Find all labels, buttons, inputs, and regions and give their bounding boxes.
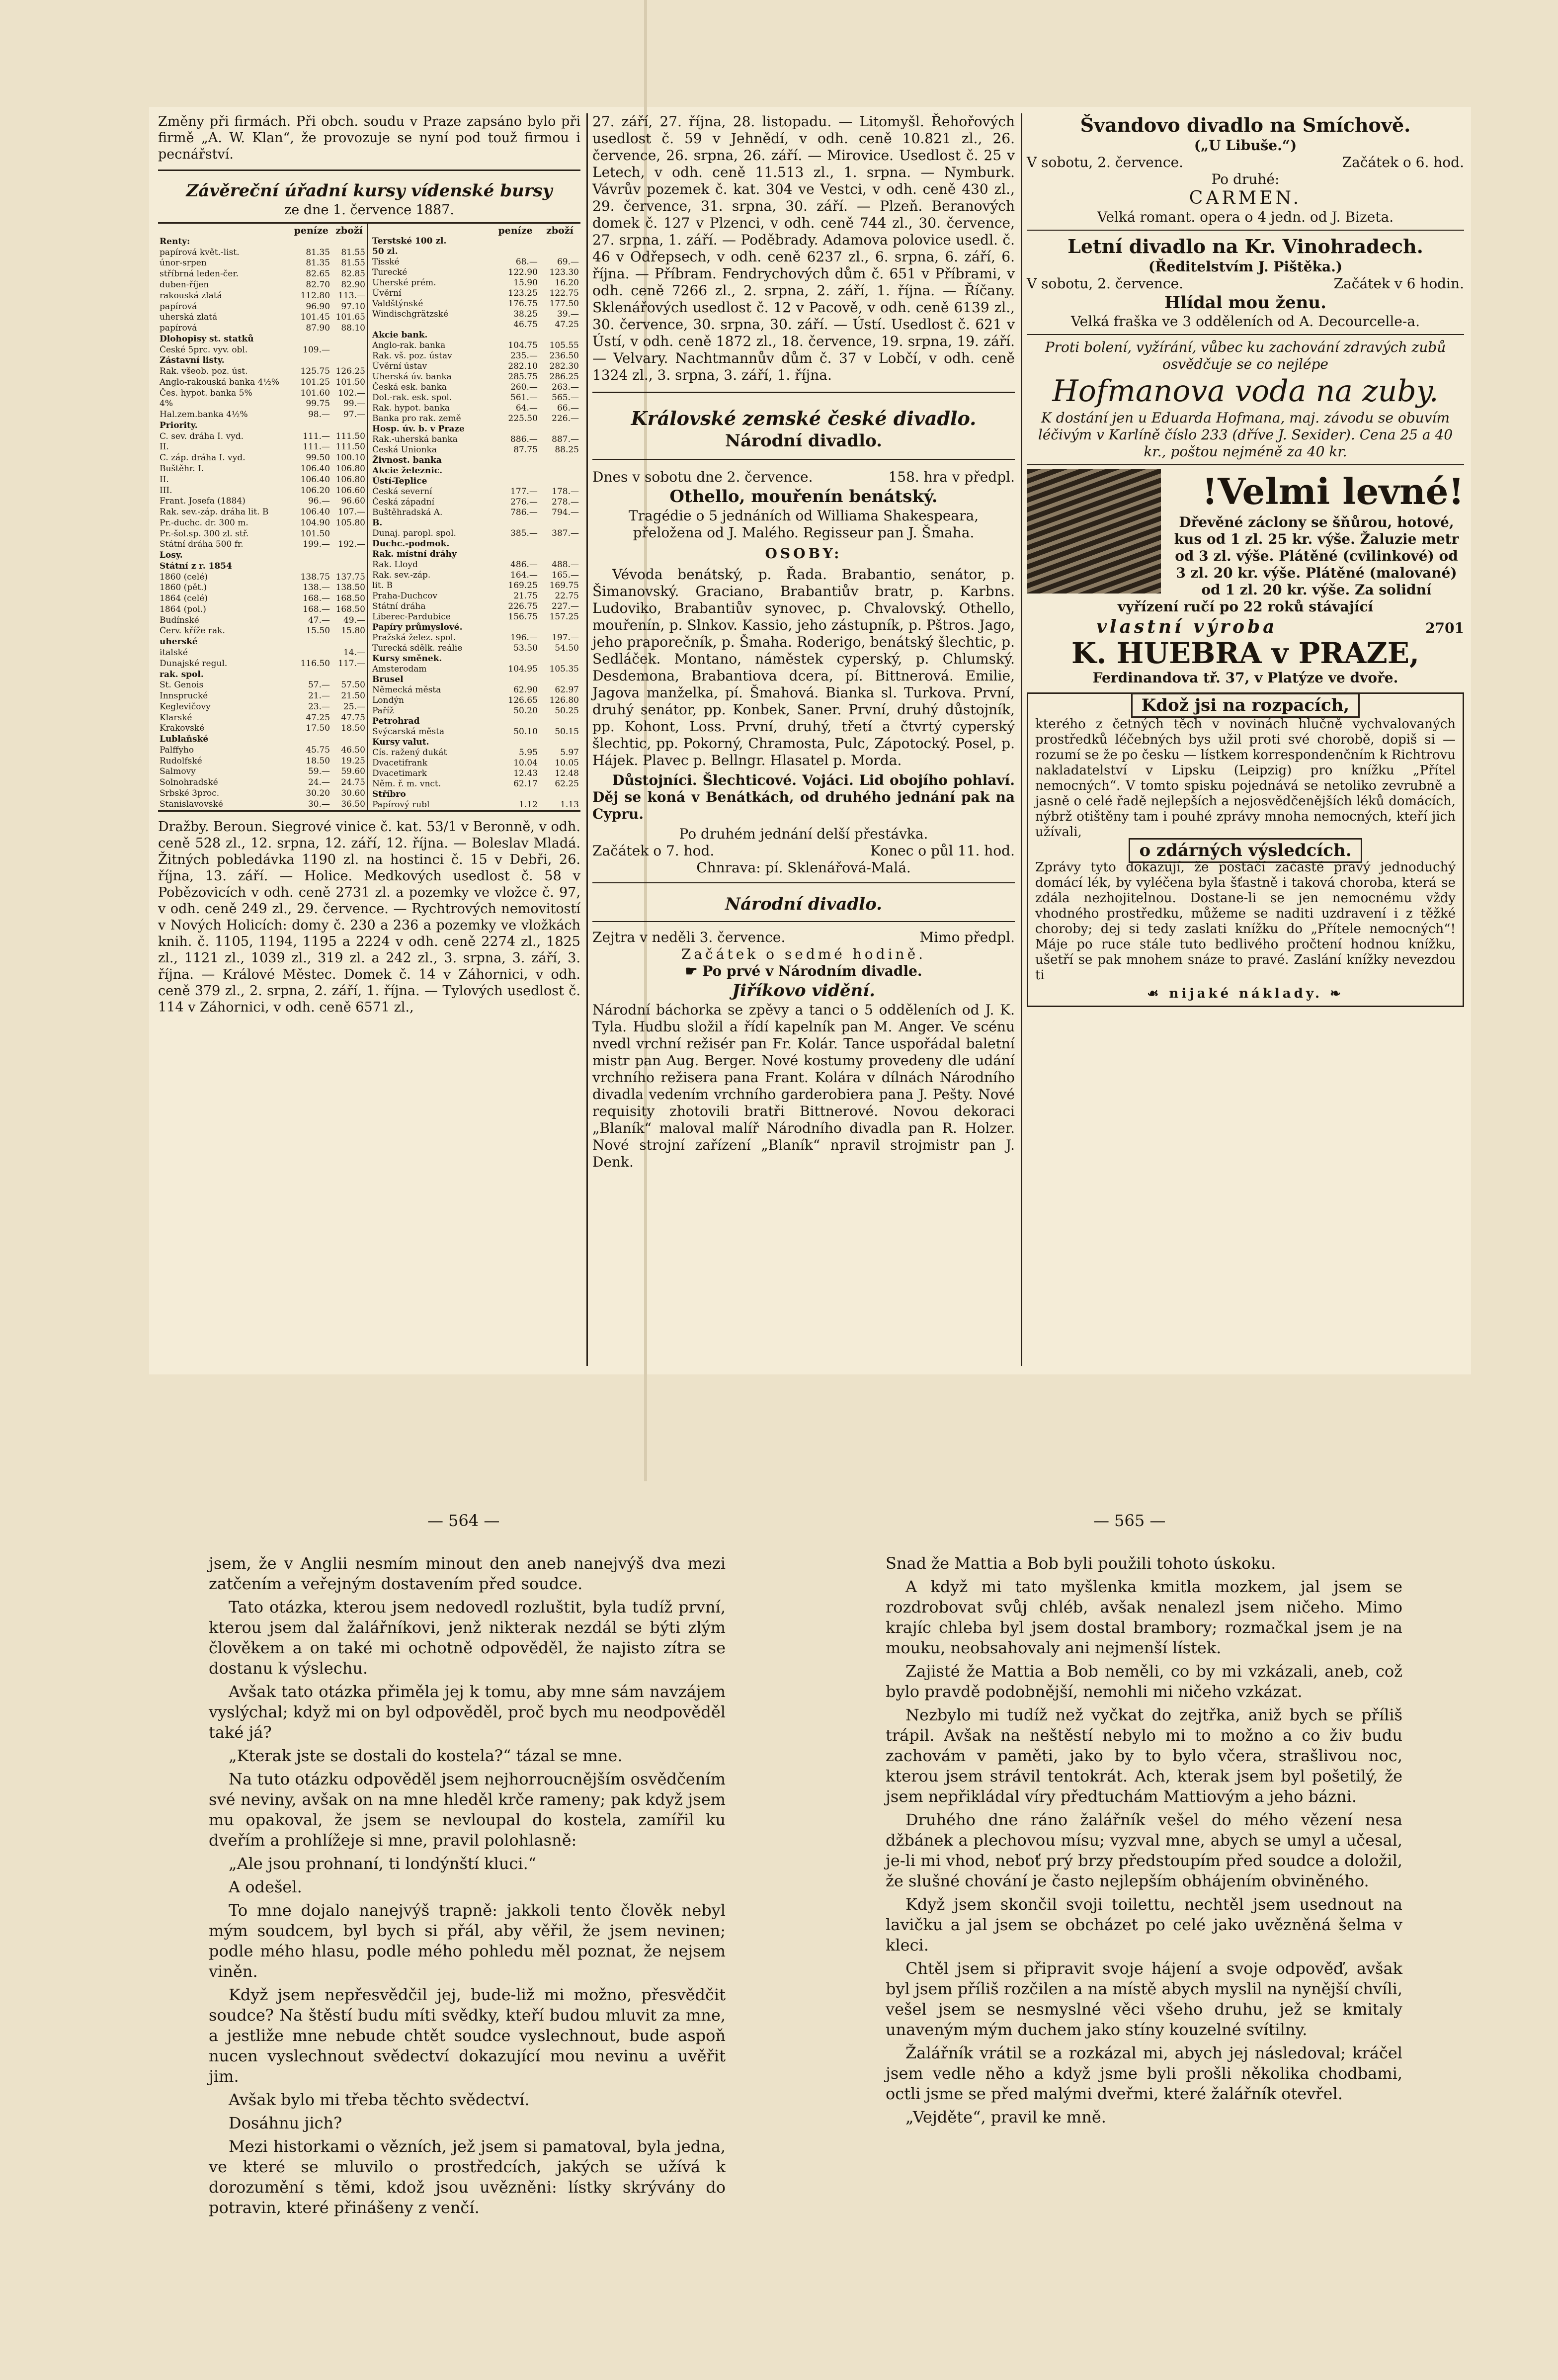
book-paragraph: „Ale jsou prohnaní, ti londýnští kluci.“ [229, 1854, 537, 1873]
book-paragraph: jsem, že v Anglii nesmím minout den aneb nanejvýš dva mezi zatčením a veřejným dostavením před soudce. [209, 1554, 726, 1593]
play-title-othello: Othello, mouřenín benátský. [669, 487, 938, 507]
kurs-row: Klarské 47.25 47.75 [160, 712, 365, 723]
kurs-row: Zástavní listy. [160, 355, 225, 366]
book-paragraph: Avšak bylo mi třeba těchto svědectví. [229, 2090, 530, 2109]
book-paragraph: Nezbylo mi tudíž než vyčkat do zejtřka, aniž bych se příliš trápil. Avšak na neštěstí nebylo mi to možno a co živ budu zachovám v paměti, jako by to bylo včera, strašlivou noc, kterou jsem strávil tentokrát. Ach, kterak jsem byl pošetilý, že jsem nepřikládal víry předtuchám Mattiovým a jeho bázni. [886, 1705, 1402, 1806]
kurs-row: Pr.-duchc. dr. 300 m. 104.90 105.80 [160, 517, 365, 528]
kurs-row: Dvacetimark 12.43 12.48 [372, 768, 579, 778]
play-title-jirik: Jiříkovo vidění. [732, 981, 875, 1001]
book-paragraph: Dosáhnu jich? [229, 2114, 342, 2132]
kurs-row: lit. B 169.25 169.75 [372, 581, 579, 591]
kurs-row: Terstské 100 zl. [372, 236, 447, 246]
kurs-row: Buštěhr. I. 106.40 106.80 [160, 464, 365, 474]
kurs-row: Losy. [160, 550, 183, 561]
kurs-row: rak. spol. [160, 669, 204, 680]
start-time: Začátek o sedmé hodině. [681, 946, 926, 962]
newspaper-col-2 [592, 113, 1015, 1174]
kurs-row: Rudolfské 18.50 19.25 [160, 756, 365, 766]
kurs-row: duben-říjen 82.70 82.90 [160, 279, 365, 290]
kurs-row: 4% 99.75 99.— [160, 399, 365, 409]
kurs-row: Rak. hypot. banka 64.— 66.— [372, 403, 579, 413]
kurs-row: Švýcarská města 50.10 50.15 [372, 727, 579, 737]
no-costs-line: ☙ nijaké náklady. ❧ [1147, 986, 1344, 1001]
kurs-row: C. sev. dráha I. vyd. 111.— 111.50 [160, 431, 365, 441]
kurs-row: Rak.-uherská banka 886.— 887.— [372, 434, 579, 444]
kurs-row: Živnost. banka [372, 455, 442, 465]
kurs-row: Rak. sev.-záp. dráha lit. B 106.40 107.— [160, 507, 365, 517]
kdoz-ad: Kdož jsi na rozpacích, kterého z četných těch v novinách hlučně vychvalovaných prostředků léčebných bys užil proti své chorobě, dopiš si — rozumí se že po česku — lístkem korrespondenčním k Richtrovu nakladatelství v Lipsku (Leipzig) pro knížku „Přítel nemocných“. V tomto spisku pojednává se netoliko zevrubně a jasně o celé řadě nejlepších a nejosvědčenějších léků domácích, nýbrž otištěny tam i pouhé zprávy mnoha nemocných, kteří jich užívali, o zdárných výsledcích. Zprávy tyto dokazují, že postačí začasté pravý jednoduchý domácí lék, by vyléčena byla šťastně i taková choroba, která se zdála nezhojitelnou. Dostane-li se jen nemocnému vždy vhodného prostředku, můžeme se naditi uzdravení i z těžké choroby; dej si tedy zaslati knížku do „Přítele nemocných“! Máje po ruce stále tuto bedlivého pročtení hodnou knížku, ušetří se pak mnohem snáze to pravé. Zaslání knížky nevezdou ti ☙ nijaké náklady. ❧ [1027, 692, 1464, 1007]
kurs-row: Rak. všeob. poz. úst. 125.75 126.25 [160, 366, 365, 377]
kurs-row: Budínské 47.— 49.— [160, 615, 365, 625]
book-paragraph: Avšak tato otázka přiměla jej k tomu, aby mne sám navzájem vyslýchal; když mi on byl odpověděl, proč bych mu neodpověděl také já? [209, 1682, 726, 1742]
kurs-row: Pražská želez. spol. 196.— 197.— [372, 633, 579, 643]
kurs-row: Rak. vš. poz. ústav 235.— 236.50 [372, 351, 579, 361]
kurs-row: Dvacetifrank 10.04 10.05 [372, 758, 579, 768]
kurs-row: Banka pro rak. země 225.50 226.— [372, 414, 579, 424]
theatre-subtitle-2: Národní divadlo. [725, 894, 883, 914]
book-paragraph: Žalářník vrátil se a rozkázal mi, abych jej následoval; kráčel jsem vedle něho a když jsme byli prošli několika chodbami, octli jsme se před malými dveřmi, které žalářník otevřel. [886, 2043, 1402, 2103]
kurs-row: Papírový rubl 1.12 1.13 [372, 800, 579, 810]
pointing-hand-icon: ☛ [685, 963, 703, 979]
kurs-row: Krakovské 17.50 18.50 [160, 723, 365, 734]
theatre-subtitle: Národní divadlo. [725, 431, 883, 451]
kurs-row: Anglo-rakouská banka 4½% 101.25 101.50 [160, 377, 365, 387]
performance-date-row-2: Zejtra v neděli 3. července. Mimo předpl. [592, 929, 1015, 945]
time-row: Začátek o 7. hod. Konec o půl 11. hod. [592, 843, 1015, 859]
kurs-row: Londýn 126.65 126.80 [372, 695, 579, 705]
kurs-row: Uherská úv. banka 285.75 286.25 [372, 372, 579, 382]
kurs-row: Uherské prém. 15.90 16.20 [372, 278, 579, 288]
kurs-row: Státní dráha 500 fr. 199.— 192.— [160, 539, 365, 550]
firm-change-note: Změny při firmách. Při obch. soudu v Praze zapsáno bylo při firmě „A. W. Klan“, že provozuje se nyní pod touž firmou i pecnářství. [158, 114, 580, 162]
kurs-row: Dlohopisy st. statků [160, 334, 254, 344]
kurs-row: rakouská zlatá 112.80 113.— [160, 290, 365, 301]
kurs-row: 1860 (pět.) 138.— 138.50 [160, 583, 365, 593]
kurs-row: Paříž 50.20 50.25 [372, 706, 579, 716]
kurs-row: Hal.zem.banka 4½% 98.— 97.— [160, 410, 365, 420]
kurs-row: Frant. Josefa (1884) 96.— 96.60 [160, 496, 365, 507]
ornament-icon: ☙ [1147, 986, 1169, 1001]
kurs-row: St. Genois 57.— 57.50 [160, 680, 365, 690]
jirik-desc: Národní báchorka se zpěvy a tanci o 5 odděleních od J. K. Tyla. Hudbu složil a řídí kapelník pan M. Anger. Ve scénu nvedl vrchní režisér pan Fr. Kolár. Tance uspořádal baletní mistr pan Aug. Berger. Nové kostumy provedeny dle udání vrchního režisera pana Frant. Kolára v dílnách Národního divadla vedením vrchního garderobiera pana J. Pešty. Nové requisity zhotovili bratři Bittnerové. Novou dekoraci „Blaník“ maloval malíř Národního divadla pan R. Holzer. Nové strojní zařízení „Blaník“ npravil strojmistr pan J. Denk. [592, 1002, 1015, 1170]
kurs-row: Buštěhradská A. 786.— 794.— [372, 508, 579, 517]
kurs-row: papírová květ.-list. 81.35 81.55 [160, 247, 365, 257]
kurs-row: uherská zlatá 101.45 101.65 [160, 312, 365, 323]
book-paragraph: Mezi historkami o vězních, jež jsem si pamatoval, byla jedna, ve které se mluvilo o prostředcích, jakých se užívá k dorozumění s těmi, kdož jsou uvězněni: lístky skrývány do potravin, které přinášeny z venčí. [209, 2137, 726, 2217]
kurs-row: Kursy směnek. [372, 654, 442, 664]
kurs-row: Dunaj. paropl. spol. 385.— 387.— [372, 528, 579, 538]
kurs-row: Akcie železnic. [372, 466, 442, 476]
kurs-row: papírová 87.90 88.10 [160, 323, 365, 334]
kurs-row: 1864 (pol.) 168.— 168.50 [160, 604, 365, 614]
kurs-row: 1864 (celé) 168.— 168.50 [160, 594, 365, 604]
kurs-row: Petrohrad [372, 716, 420, 726]
book-paragraph: A když mi tato myšlenka kmitla mozkem, jal jsem se rozdrobovat svůj chléb, avšak nenalezl jsem ničeho. Mimo krajíc chleba byl jsem dostal brambory; rozmačkal jsem je na mouku, neobsahovaly ani nejmenší lístek. [886, 1577, 1402, 1657]
kurs-row: 46.75 47.25 [513, 320, 579, 330]
kurs-row: C. záp. dráha I. vyd. 99.50 100.10 [160, 453, 365, 463]
book-page-left [209, 1553, 726, 2221]
kurs-row: Dunajské regul. 116.50 117.— [160, 658, 365, 669]
chnrava-note: Chnrava: pí. Sklenářová-Malá. [696, 859, 911, 876]
kurs-row: Renty: [160, 236, 190, 247]
kurs-row: Priority. [160, 420, 198, 430]
kurs-row: Rak. místní dráhy [372, 549, 457, 559]
cast-list: Vévoda benátský, p. Řada. Brabantio, senátor, p. Šimanovský. Graciano, Brabantiův bratr, p. Karbns. Ludoviko, Brabantiův synovec, p. Chvalovský. Othello, mouřenín, p. Slnkov. Kassio, jeho zástupník, p. Pštros. Jago, jeho praporečník, p. Šmaha. Roderigo, benátský šlechtic, p. Sedláček. Montano, náměstek cyperský, p. Chlumský. Desdemona, Brabantiova dcera, pí. Bittnerová. Emilie, Jagova manželka, pí. Šmahová. Bianka sl. Turkova. První, druhý senátor, pp. Konbek, Saner. První, druhý důstojník, pp. Kohont, Loss. První, druhý, třetí a čtvrtý cyperský šlechtic, pp. Pokorný, Chramosta, Pulc, Zápotocký. Posel, p. Hájek. Plavec p. Bellngr. Hlasatel p. Morda. [592, 566, 1015, 768]
kurs-row: Cís. ražený dukát 5.95 5.97 [372, 748, 579, 758]
kurs-row: Něm. ř. m. vnct. 62.17 62.25 [372, 779, 579, 789]
kurs-row: Česká Unionka 87.75 88.25 [372, 445, 579, 455]
performance-date-row: Dnes v sobotu dne 2. července. 158. hra v předpl. [592, 469, 1015, 485]
kurs-row: III. 106.20 106.60 [160, 485, 365, 496]
kurs-row: Německá města 62.90 62.97 [372, 685, 579, 695]
kurs-row: II. 106.40 106.80 [160, 474, 365, 485]
kurs-row: Anglo-rak. banka 104.75 105.55 [372, 340, 579, 350]
book-paragraph: „Kterak jste se dostali do kostela?“ tázal se mne. [229, 1746, 623, 1765]
play-desc: Tragédie o 5 jednáních od Williama Shakespeara, přeložena od J. Malého. Regisseur pan J. Šmaha. [628, 508, 979, 541]
page-number-right: — 565 — [1093, 1511, 1166, 1530]
kurs-row: Stříbro [372, 789, 406, 799]
col-divider [1021, 113, 1022, 1366]
hofman-ad: Proti bolení, vyžírání, vůbec ku zachování zdravých zubů osvědčuje se co nejlépe Hofmanova voda na zuby. K dostání jen u Eduarda Hofmana, maj. závodu se obuvím léčivým v Karlíně číslo 233 (dříve J. Sexider). Cena 25 a 40 kr., poštou nejméně za 40 kr. [1038, 339, 1453, 460]
kurs-table [158, 222, 580, 812]
kurs-row: stříbrná leden-čer. 82.65 82.85 [160, 269, 365, 279]
kurs-row: Tisské 68.— 69.— [372, 257, 579, 267]
kurs-row: Česká esk. banka 260.— 263.— [372, 382, 579, 392]
kurs-date: ze dne 1. července 1887. [284, 202, 454, 218]
kurs-row: Amsterodam 104.95 105.35 [372, 664, 579, 674]
kurs-table-right: peníze zboží Terstské 100 zl. 50 zl. Tisské 68.— 69.— Turecké 122.90 123.30 Uherské prém. 15.90 16.20 Úvěrní 123.25 122.75 Valdštýnské 176.75 177.50 Windischgrätzské 38.25 39.— 46.75 47.25 Akcie bank. Anglo-rak. banka 104.75 105.55 Rak. vš. poz. ústav 235.— 236.50 Úvěrní ústav 282.10 282.30 Uherská úv. banka 285.75 286.25 Česká esk. banka 260.— 263.— Dol.-rak. esk. spol. 561.— 565.— Rak. hypot. banka 64.— 66.— Banka pro rak. země 225.50 226.— Hosp. úv. b. v Praze Rak.-uherská banka 886.— 887.— Česká Unionka 87.75 88.25 Živnost. banka Akcie železnic. Ústí-Teplice Česká severní 177.— 178.— Česká západní 276.— 278.— Buštěhradská A. 786.— 794.— B. Dunaj. paropl. spol. 385.— 387.— Duchc.-podmok. Rak. místní dráhy Rak. Lloyd 486.— 488.— Rak. sev.-záp. 164.— 165.— lit. B 169.25 169.75 Praha-Duchcov 21.75 22.75 Státní dráha 226.75 227.— Liberec-Pardubice 156.75 157.25 Papíry průmyslové. Pražská želez. spol. 196.— 197.— Turecká sdělk. reálie 53.50 54.50 Kursy směnek. Amsterodam 104.95 105.35 Brusel Německá města 62.90 62.97 Londýn 126.65 126.80 Paříž 50.20 50.25 Petrohrad Švýcarská města 50.10 50.15 Kursy valut. Cís. ražený dukát 5.95 5.97 Dvacetifrank 10.04 10.05 Dvacetimark 12.43 12.48 Něm. ř. m. vnct. 62.17 62.25 Stříbro Papírový rubl 1.12 1.13 [371, 224, 580, 810]
kurs-row: Česká západní 276.— 278.— [372, 497, 579, 507]
kurs-row: II. 111.— 111.50 [160, 442, 365, 452]
kurs-row: Akcie bank. [372, 330, 428, 340]
kurs-row: Praha-Duchcov 21.75 22.75 [372, 591, 579, 601]
theatre-title: Královské zemské české divadlo. [631, 407, 977, 429]
kurs-row: Liberec-Pardubice 156.75 157.25 [372, 612, 579, 622]
kurs-row: Papíry průmyslové. [372, 622, 463, 632]
huebra-ad: !Velmi levné! Dřevěné záclony se šňůrou, hotové, kus od 1 zl. 25 kr. výše. Žaluzie metr od 3 zl. výše. Plátěné (cvilinkové) od 3 zl. 20 kr. výše. Plátěné (malované) od 1 zl. 20 kr. výše. Za solidní vyřízení ručí po 22 roků stávající vlastní výroba 2701 K. HUEBRA v PRAZE, Ferdinandova tř. 37, v Platýze ve dvoře. [1027, 469, 1464, 686]
kurs-row: 1860 (celé) 138.75 137.75 [160, 572, 365, 582]
kurs-row: Rak. Lloyd 486.— 488.— [372, 560, 579, 570]
book-paragraph: Druhého dne ráno žalářník vešel do mého vězení nesa džbánek a plechovou mísu; vyzval mne, abych se umyl a učesal, je-li mi vhod, neboť prý brzy předstoupím před soudce a doložil, že slušné chování je často nejlepším obhájením obviněného. [886, 1810, 1402, 1890]
book-paragraph: Snad že Mattia a Bob byli použili tohoto úskoku. [886, 1554, 1276, 1573]
kurs-row: Lublaňské [160, 734, 209, 745]
kurs-row: Státní dráha 226.75 227.— [372, 601, 579, 611]
letni-divadlo-ad: Letní divadlo na Kr. Vinohradech. (Ředitelstvím J. Pištěka.) V sobotu, 2. července. Začátek v 6 hodin. Hlídal mou ženu. Velká fraška ve 3 odděleních od A. Decourcelle-a. [1027, 235, 1464, 330]
kurs-row: Windischgrätzské 38.25 39.— [372, 309, 579, 319]
kurs-row: Rak. sev.-záp. 164.— 165.— [372, 570, 579, 580]
kurs-row: papírová 96.90 97.10 [160, 301, 365, 312]
cast-extras: Důstojníci. Šlechticové. Vojáci. Lid obojího pohlaví. Děj se koná v Benátkách, od druhého jednání pak na Cypru. [592, 772, 1015, 822]
kurs-title: Závěreční úřadní kursy vídenské bursy [186, 181, 553, 201]
kurs-row: Valdštýnské 176.75 177.50 [372, 299, 579, 309]
kurs-row: uherské [160, 637, 198, 647]
kurs-row: 50 zl. [372, 247, 398, 256]
kurs-row: Salmovy 59.— 59.60 [160, 766, 365, 777]
kurs-row: České 5prc. vyv. obl. 109.— [160, 344, 330, 355]
kurs-row: Turecké 122.90 123.30 [372, 267, 579, 277]
kurs-row: Srbské 3proc. 30.20 30.60 [160, 788, 365, 798]
book-paragraph: Když jsem nepřesvědčil jej, bude-liž mi možno, přesvědčit soudce? Na štěstí budu míti svědky, kteří budou mluvit za mne, a jestliže mne nebude chtět soudce vyslechnout, bude aspoň nucen vyslechnout svědectví dokazující mou nevinu a uvěřit jim. [209, 1985, 726, 2086]
cast-heading: OSOBY: [765, 545, 842, 562]
newspaper-col-3 [1027, 113, 1464, 1007]
book-paragraph: Zajisté že Mattia a Bob neměli, co by mi vzkázali, aneb, což bylo pravdě podobnější, nemohli mi ničeho vzkázat. [886, 1662, 1402, 1701]
kurs-row: Palffyho 45.75 46.50 [160, 745, 365, 755]
drazby-text: Dražby. Beroun. Siegrové vinice č. kat. 53/1 v Beronně, v odh. ceně 528 zl., 12. srpna, 12. září, 12. října. — Boleslav Mladá. Žitných pobledávka 1190 zl. na hostinci č. 15 v Debři, 26. října, 13. září. — Holice. Medkových usedlost č. 58 v Pobězovicích v odh. ceně 2731 zl. a pozemky ve vložce č. 97, v odh. ceně 249 zl., 29. července. — Rychtrových nemovitostí v Nových Holicích: domy č. 230 a 236 a pozemky ve vložkách knih. č. 1105, 1194, 1195 a 2224 v odh. ceně 2274 zl., 1825 zl., 1121 zl., 1039 zl., 319 zl. a 242 zl., 3. srpna, 3. září, 3. října. — Králové Městec. Domek č. 14 v Záhornici, v odh. ceně 379 zl., 2. srpna, 2. září, 1. října. — Tylových usedlost č. 114 v Záhornici, v odh. ceně 6571 zl., [158, 819, 580, 1015]
kurs-row: B. [372, 518, 383, 528]
book-paragraph: A odešel. [229, 1877, 302, 1896]
book-paragraph: Chtěl jsem si připravit svoje hájení a svoje odpověď, avšak byl jsem příliš rozčilen a na místě abych myslil na nynější chvíli, vešel jsem se nesmyslné věci všeho druhu, jež se kmitaly unaveným mým duchem jako stíny kouzelné svítilny. [886, 1959, 1402, 2039]
kurs-table-left: peníze zboží Renty: papírová květ.-list. 81.35 81.55 únor-srpen 81.35 81.55 stříbrná leden-čer. 82.65 82.85 duben-říjen 82.70 82.90 rakouská zlatá 112.80 113.— papírová 96.90 97.10 uherská zlatá 101.45 101.65 papírová 87.90 88.10 Dlohopisy st. statků České 5prc. vyv. obl. 109.— Zástavní listy. Rak. všeob. poz. úst. 125.75 126.25 Anglo-rakouská banka 4½% 101.25 101.50 Čes. hypot. banka 5% 101.60 102.— 4% 99.75 99.— Hal.zem.banka 4½% 98.— 97.— Priority. C. sev. dráha I. vyd. 111.— 111.50 II. 111.— 111.50 C. záp. dráha I. vyd. 99.50 100.10 Buštěhr. I. 106.40 106.80 II. 106.40 106.80 III. 106.20 106.60 Frant. Josefa (1884) 96.— 96.60 Rak. sev.-záp. dráha lit. B 106.40 107.— Pr.-duchc. dr. 300 m. 104.90 105.80 Pr.-šol.sp. 300 zl. stř. 101.50 Státní dráha 500 fr. 199.— 192.— Losy. Státní z r. 1854 1860 (celé) 138.75 137.75 1860 (pět.) 138.— 138.50 1864 (celé) 168.— 168.50 1864 (pol.) 168.— 168.50 Budínské 47.— 49.— Červ. kříže rak. 15.50 15.80 uherské italské 14.— Dunajské regul. 116.50 117.— rak. spol. St. Genois 57.— 57.50 Innsprucké 21.— 21.50 Keglevičovy 23.— 25.— Klarské 47.25 47.75 Krakovské 17.50 18.50 Lublaňské Palffyho 45.75 46.50 Rudolfské 18.50 19.25 Salmovy 59.— 59.60 Solnohradské 24.— 24.75 Srbské 3proc. 30.20 30.60 Stanislavovské 30.— 36.50 [158, 224, 368, 810]
book-paragraph: Na tuto otázku odpověděl jsem nejhorroucnějším osvědčením své neviny, avšak on na mne hleděl krče rameny; pak když jsem mu opakoval, že jsem se nevloupal do kostela, zamířil ku dveřím a prohlížeje si mne, pravil polohlasně: [209, 1770, 726, 1850]
kurs-row: Brusel [372, 675, 404, 684]
kurs-row: Čes. hypot. banka 5% 101.60 102.— [160, 388, 365, 398]
col-divider [586, 113, 588, 1366]
kurs-row: Turecká sdělk. reálie 53.50 54.50 [372, 643, 579, 653]
kurs-row: únor-srpen 81.35 81.55 [160, 258, 365, 268]
kurs-row: Hosp. úv. b. v Praze [372, 424, 465, 434]
newspaper-col-1 [158, 113, 580, 1019]
first-performance: ☛ Po prvé v Národním divadle. [685, 963, 922, 979]
page-number-left: — 564 — [427, 1511, 500, 1530]
kurs-row: Solnohradské 24.— 24.75 [160, 777, 365, 788]
kurs-row: Stanislavovské 30.— 36.50 [160, 799, 365, 809]
kurs-row: Innsprucké 21.— 21.50 [160, 691, 365, 701]
kurs-row: Červ. kříže rak. 15.50 15.80 [160, 626, 365, 636]
kurs-row: Úvěrní 123.25 122.75 [372, 288, 579, 298]
book-paragraph: Když jsem skončil svoji toilettu, nechtěl jsem usednout na lavičku a jal jsem se obcházet po celé jako uvězněná šelma v kleci. [886, 1895, 1402, 1955]
kurs-row: Ústí-Teplice [372, 476, 427, 486]
kurs-row: Státní z r. 1854 [160, 561, 232, 571]
kurs-row: italské 14.— [160, 648, 365, 658]
book-paragraph: To mne dojalo nanejvýš trapně: jakkoli tento člověk nebyl mým soudcem, byl bych si přál, aby věřil, že jsem nevinen; podle mého hlasu, podle mého pohledu měl poznat, že nejsem viněn. [209, 1901, 726, 1981]
kurs-row: Dol.-rak. esk. spol. 561.— 565.— [372, 393, 579, 403]
svanda-ad: Švandovo divadlo na Smíchově. („U Libuše.“) V sobotu, 2. července. Začátek o 6. hod. Po druhé: CARMEN. Velká romant. opera o 4 jedn. od J. Bizeta. [1027, 114, 1464, 225]
kurs-row: Keglevičovy 23.— 25.— [160, 701, 365, 712]
kurs-row: Úvěrní ústav 282.10 282.30 [372, 361, 579, 371]
kurs-row: Pr.-šol.sp. 300 zl. stř. 101.50 [160, 528, 330, 539]
ornament-icon: ❧ [1322, 986, 1344, 1001]
book-paragraph: Tato otázka, kterou jsem nedovedl rozluštit, byla tudíž první, kterou jsem dal žalářníkovi, jenž nikterak nezdál se býti zlým člověkem a on také mi ochotně odpověděl, že najisto zítra se dostanu k výslechu. [209, 1598, 726, 1678]
kurs-row: Duchc.-podmok. [372, 539, 450, 549]
drazby-continued: 27. září, 27. října, 28. listopadu. — Litomyšl. Řehořových usedlost č. 59 v Jehnědí, v odh. ceně 10.821 zl., 26. července, 26. srpna, 26. září. — Mirovice. Usedlost č. 25 v Letech, v odh. ceně 11.513 zl., 1. srpna. — Nymburk. Vávrův pozemek č. kat. 304 ve Vestci, v odh. ceně 430 zl., 29. července, 31. srpna, 30. září. — Plzeň. Beranových domek č. 127 v Plzenci, v odh. ceně 744 zl., 30. července, 27. srpna, 1. září. — Poděbrady. Adamova polovice usedl. č. 46 v Odřepsech, v odh. ceně 6237 zl., 6. srpna, 6. září, 6. října. — Příbram. Fendrychových dům č. 651 v Příbrami, v odh. ceně 7266 zl., 2. srpna, 2. září, 1. října. — Říčany. Sklenářových usedlost č. 12 v Pacově, v odh. ceně 6139 zl., 30. července, 30. srpna, 30. září. — Ústí. Usedlost č. 621 v Ústí, v odh. ceně 1872 zl., 18. července, 19. srpna, 19. září. — Velvary. Nachtmannův dům č. 37 v Lobčí, v odh. ceně 1324 zl., 3. srpna, 3. září, 1. října. [592, 113, 1015, 383]
stairs-illustration [1027, 469, 1161, 594]
intermission-note: Po druhém jednání delší přestávka. [679, 826, 928, 842]
kurs-row: Kursy valut. [372, 737, 429, 747]
book-paragraph: „Vejděte“, pravil ke mně. [905, 2108, 1106, 2126]
book-page-right [886, 1553, 1402, 2130]
kurs-row: Česká severní 177.— 178.— [372, 487, 579, 497]
